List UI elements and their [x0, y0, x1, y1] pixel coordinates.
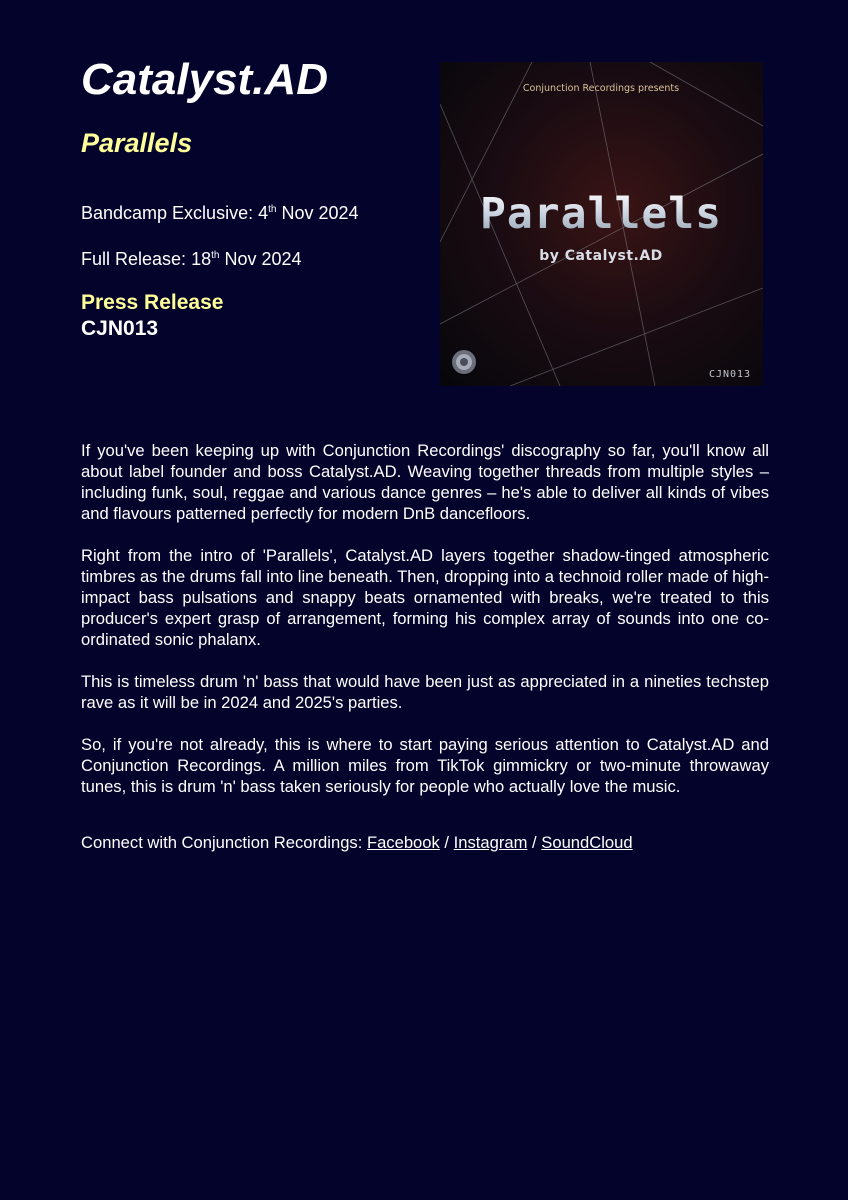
album-cover [440, 62, 763, 386]
release-title: Parallels [81, 128, 193, 158]
bandcamp-day: 4 [258, 203, 269, 223]
cover-catalog-text: CJN013 [708, 369, 752, 380]
cover-byline-text: by Catalyst.AD [539, 248, 663, 264]
cover-logo-icon [452, 350, 476, 374]
body-paragraph-4: So, if you're not already, this is where to start paying serious attention to Catalyst.AD and Conjunction Recordings. A million miles from TikTok gimmickry or two-minute throwaway tunes, this is drum 'n' bass taken seriously for people who actually love the music. [81, 735, 769, 796]
connect-line [81, 832, 633, 853]
body-paragraph-1: If you've been keeping up with Conjunction Recordings' discography so far, you'll know all about label founder and boss Catalyst.AD. Weaving together threads from multiple styles – including funk, soul, reggae and various dance genres – he's able to deliver all kinds of vibes and flavours patterned perfectly for modern DnB dancefloors. [81, 441, 769, 523]
artist-name: Catalyst.AD [81, 55, 328, 104]
full-release-date [81, 248, 302, 270]
catalog-number: CJN013 [81, 317, 159, 340]
connect-label: Connect with Conjunction Recordings: [81, 833, 367, 852]
cover-presenter-text: Conjunction Recordings presents [522, 83, 680, 94]
full-release-month-year: Nov 2024 [219, 249, 302, 269]
bandcamp-release-date [81, 202, 359, 224]
press-release-heading: Press Release [81, 291, 224, 314]
instagram-link[interactable]: Instagram [453, 833, 528, 852]
full-release-day: 18 [191, 249, 212, 269]
facebook-link[interactable]: Facebook [366, 833, 440, 852]
bandcamp-label: Bandcamp Exclusive: [81, 203, 259, 223]
body-paragraph-2: Right from the intro of 'Parallels', Catalyst.AD layers together shadow-tinged atmospheric timbres as the drums fall into line beneath. Then, dropping into a technoid roller made of high-impact bass pulsations and snappy beats ornamented with breaks, we're treated to this producer's expert grasp of arrangement, forming his complex array of sounds into one co-ordinated sonic phalanx. [81, 546, 769, 649]
link-separator: / [527, 833, 542, 852]
bandcamp-month-year: Nov 2024 [276, 203, 359, 223]
full-release-day-suffix: th [211, 250, 220, 261]
full-release-label: Full Release: [81, 249, 192, 269]
cover-title-text: Parallels [480, 189, 722, 239]
press-release-body [81, 440, 769, 818]
bandcamp-day-suffix: th [268, 204, 277, 215]
link-separator: / [439, 833, 454, 852]
body-paragraph-3: This is timeless drum 'n' bass that would have been just as appreciated in a nineties techstep rave as it will be in 2024 and 2025's parties. [81, 672, 769, 712]
soundcloud-link[interactable]: SoundCloud [541, 833, 633, 852]
